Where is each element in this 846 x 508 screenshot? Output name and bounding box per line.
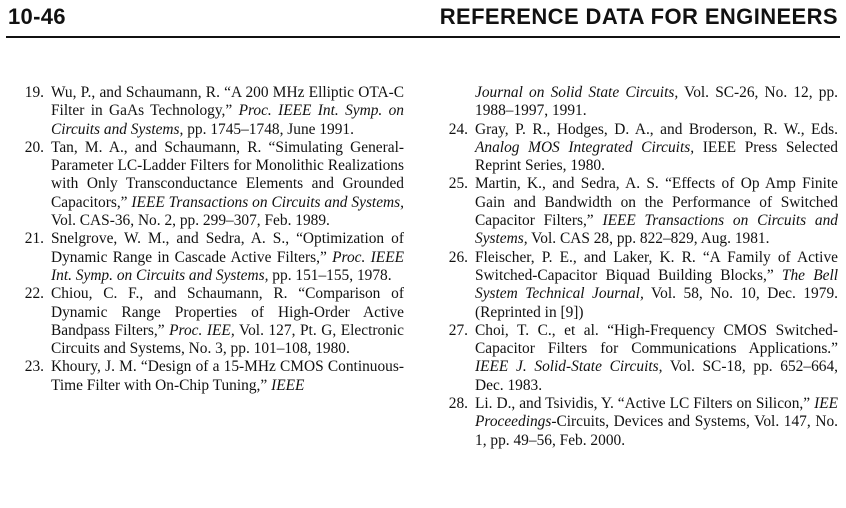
reference-25 <box>434 175 838 248</box>
reference-details: Vol. SC-18, pp. 652–664, Dec. 1983. <box>475 358 839 394</box>
reference-source: IEEE Transactions on Circuits and Systems, <box>475 212 838 248</box>
reference-number: 28. <box>448 395 468 413</box>
reference-source: IEE Proceedings <box>475 395 838 431</box>
reference-source: Proc. IEEE Int. Symp. on Circuits and Systems, <box>51 102 404 138</box>
reference-number: 24. <box>448 120 468 138</box>
reference-text: Choi, T. C., et al. “High-Frequency CMOS Switched-Capacitor Filters for Communications Applications.” <box>475 321 838 358</box>
right-column <box>434 84 838 450</box>
reference-details: Vol. CAS 28, pp. 822–829, Aug. 1981. <box>527 230 770 248</box>
running-title: REFERENCE DATA FOR ENGINEERS <box>439 4 838 29</box>
reference-number: 27. <box>448 321 468 339</box>
reference-details: Vol. SC-26, No. 12, pp. 1988–1997, 1991. <box>475 84 838 120</box>
reference-text: Snelgrove, W. M., and Sedra, A. S., “Optimization of Dynamic Range in Cascade Active Filters,” <box>51 230 404 266</box>
reference-number: 25. <box>448 175 468 193</box>
reference-number: 26. <box>448 248 468 266</box>
page-header <box>6 2 840 38</box>
reference-details: pp. 151–155, 1978. <box>268 266 392 284</box>
reference-27 <box>434 322 838 395</box>
reference-text: Gray, P. R., Hodges, D. A., and Broderson, R. W., Eds. <box>475 120 838 138</box>
reference-26 <box>434 249 838 322</box>
reference-number: 19. <box>24 84 44 101</box>
reference-21 <box>10 230 404 285</box>
reference-19 <box>10 84 404 139</box>
reference-details: -Circuits, Devices and Systems, Vol. 147, No. 1, pp. 49–56, Feb. 2000. <box>475 413 838 449</box>
reference-details: Vol. CAS-36, No. 2, pp. 299–307, Feb. 1989. <box>51 212 330 230</box>
reference-24 <box>434 121 838 176</box>
page-number: 10-46 <box>8 4 66 29</box>
reference-source: IEEE J. Solid-State Circuits, <box>475 358 663 376</box>
reference-text: Khoury, J. M. “Design of a 15-MHz CMOS Continuous-Time Filter with On-Chip Tuning,” <box>51 358 404 394</box>
reference-source: IEEE Transactions on Circuits and Systems, <box>131 193 404 211</box>
reference-20 <box>10 139 404 230</box>
reference-text: Martin, K., and Sedra, A. S. “Effects of Op Amp Finite Gain and Bandwidth on the Performance of Switched Capacitor Filters,” <box>475 175 838 230</box>
reference-details: IEEE Press Selected Reprint Series, 1980. <box>475 138 838 175</box>
reference-details: Vol. 127, Pt. G, Electronic Circuits and Systems, No. 3, pp. 101–108, 1980. <box>51 321 404 358</box>
reference-details: pp. 1745–1748, June 1991. <box>183 120 354 138</box>
reference-source: Journal on Solid State Circuits, <box>475 84 679 101</box>
reference-23-continued <box>434 84 838 121</box>
reference-source: Analog MOS Integrated Circuits, <box>475 138 695 156</box>
reference-source: IEEE <box>271 376 305 394</box>
reference-28 <box>434 395 838 450</box>
reference-text: Fleischer, P. E., and Laker, K. R. “A Family of Active Switched-Capacitor Biquad Building Blocks,” <box>475 248 838 284</box>
reference-number: 23. <box>24 358 44 376</box>
reference-text: Li. D., and Tsividis, Y. “Active LC Filters on Silicon,” <box>475 395 815 413</box>
reference-number: 22. <box>24 285 44 303</box>
reference-23 <box>10 358 404 395</box>
reference-text: Wu, P., and Schaumann, R. “A 200 MHz Elliptic OTA-C Filter in GaAs Technology,” <box>51 84 404 120</box>
reference-details: Vol. 58, No. 10, Dec. 1979. (Reprinted in [9]) <box>475 285 838 321</box>
reference-source: Proc. IEE, <box>169 321 235 339</box>
reference-text: Tan, M. A., and Schaumann, R. “Simulating General-Parameter LC-Ladder Filters for Monolithic Realizations with Only Transconductance Elements and Grounded Capacitors,” <box>51 138 404 211</box>
reference-number: 21. <box>24 230 44 248</box>
reference-text: Chiou, C. F., and Schaumann, R. “Comparison of Dynamic Range Properties of High-Order Active Bandpass Filters,” <box>51 285 404 339</box>
left-column <box>10 84 404 395</box>
reference-number: 20. <box>24 138 44 156</box>
reference-source: The Bell System Technical Journal, <box>475 266 839 303</box>
reference-source: Proc. IEEE Int. Symp. on Circuits and Systems, <box>51 248 404 284</box>
reference-22 <box>10 285 404 358</box>
